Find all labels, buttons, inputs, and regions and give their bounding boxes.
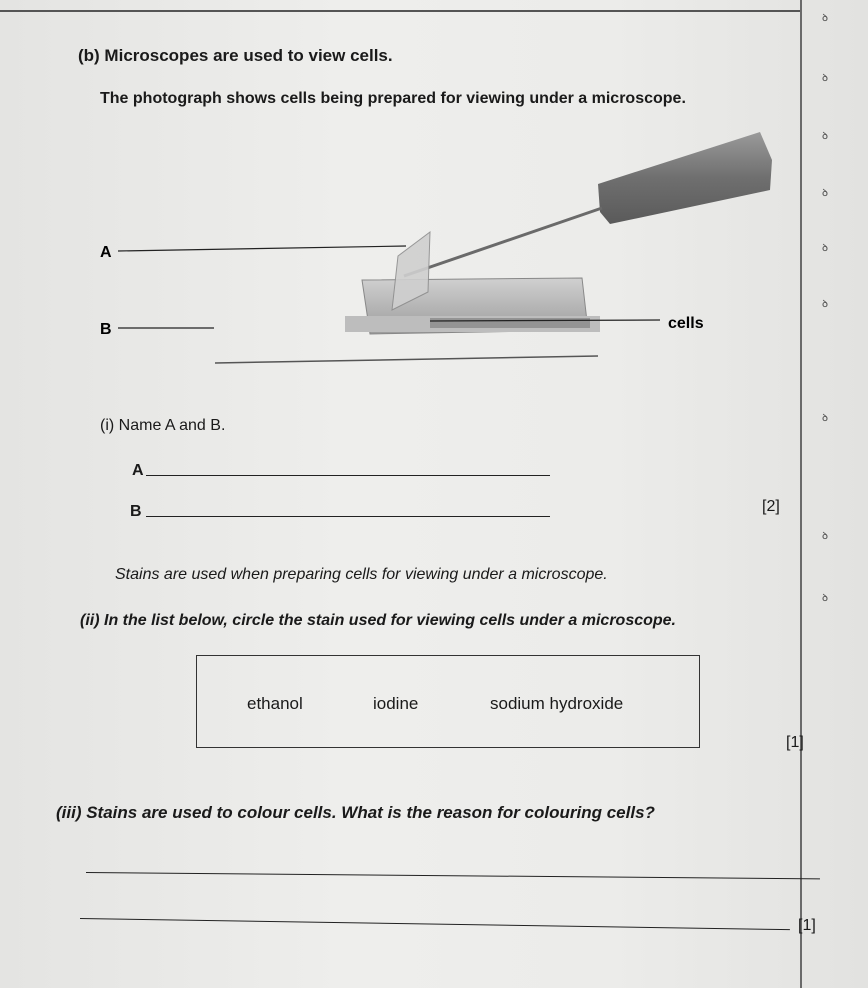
needle-handle	[598, 132, 772, 224]
photo-label-cells: cells	[668, 315, 704, 332]
label-a-leader	[118, 246, 406, 251]
margin-mark: ꝺ	[822, 73, 828, 84]
top-rule	[0, 10, 800, 12]
margin-mark: ꝺ	[822, 593, 828, 604]
margin-mark: ꝺ	[822, 188, 828, 199]
answer-b-label: B	[130, 503, 142, 520]
photo-label-a: A	[100, 244, 112, 261]
question-ii-prompt: (ii) In the list below, circle the stain used for viewing cells under a microscope.	[80, 612, 676, 629]
part-heading: (b) Microscopes are used to view cells.	[78, 46, 393, 65]
photo-label-b: B	[100, 321, 112, 338]
margin-mark: ꝺ	[822, 243, 828, 254]
answer-a-line[interactable]	[146, 475, 550, 476]
margin-mark: ꝺ	[822, 413, 828, 424]
stain-intro-text: Stains are used when preparing cells for viewing under a microscope.	[115, 566, 608, 583]
question-iii-prompt: (iii) Stains are used to colour cells. What is the reason for colouring cells?	[56, 803, 655, 822]
needle-shaft	[404, 208, 602, 276]
photo-intro-text: The photograph shows cells being prepared for viewing under a microscope.	[100, 90, 686, 107]
question-i-marks: [2]	[762, 498, 780, 515]
answer-a-label: A	[132, 462, 144, 479]
slide-preparation-photo	[0, 120, 800, 370]
stain-option-sodium-hydroxide[interactable]: sodium hydroxide	[490, 694, 624, 713]
stain-option-iodine[interactable]: iodine	[373, 694, 419, 713]
question-i-prompt: (i) Name A and B.	[100, 417, 226, 434]
question-iii-marks: [1]	[798, 917, 816, 934]
question-ii-marks: [1]	[786, 734, 804, 751]
margin-mark: ꝺ	[822, 531, 828, 542]
cell-sample	[430, 318, 590, 328]
margin-mark: ꝺ	[822, 299, 828, 310]
slide-shadow-line	[215, 356, 598, 363]
stain-options-box	[196, 655, 700, 748]
stain-option-ethanol[interactable]: ethanol	[247, 694, 303, 713]
margin-mark: ꝺ	[822, 13, 828, 24]
answer-b-line[interactable]	[146, 516, 550, 517]
margin-rule	[800, 0, 802, 988]
margin-mark: ꝺ	[822, 131, 828, 142]
